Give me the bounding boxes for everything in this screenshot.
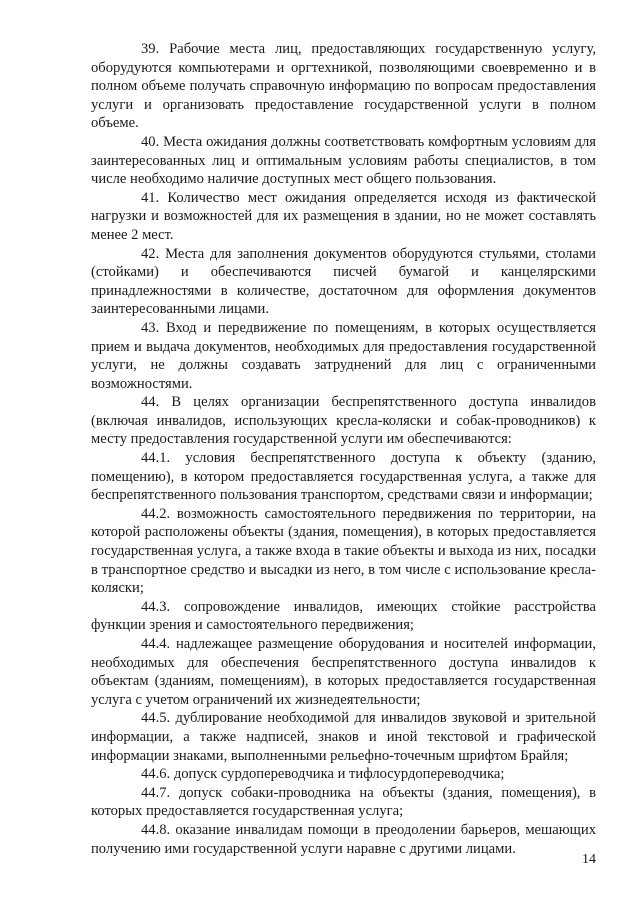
page-number: 14 bbox=[582, 852, 596, 867]
paragraph-39: 39. Рабочие места лиц, предоставляющих государственную услугу, оборудуются компьютерами и оргтехникой, позволяющими своевременно и в полном объеме получать справочную информацию по вопросам предоставления услуги и организовать предоставление государственной услуги в полном объеме. bbox=[91, 41, 596, 132]
paragraph-42: 42. Места для заполнения документов оборудуются стульями, столами (стойками) и обеспечиваются писчей бумагой и канцелярскими принадлежностями в количестве, достаточном для оформления документов заинтересованными лицами. bbox=[91, 245, 596, 318]
paragraph-43: 43. Вход и передвижение по помещениям, в которых осуществляется прием и выдача документов, необходимых для предоставления государственной услуги, не должны создавать затруднений для лиц с ограниченными возможностями. bbox=[91, 319, 596, 392]
paragraph-40: 40. Места ожидания должны соответствовать комфортным условиям для заинтересованных лиц и оптимальным условиям работы специалистов, в том числе необходимо наличие доступных мест общего пользования. bbox=[91, 133, 596, 188]
document-body bbox=[91, 40, 596, 858]
paragraph-44-5: 44.5. дублирование необходимой для инвалидов звуковой и зрительной информации, а также надписей, знаков и иной текстовой и графической информации знаками, выполненными рельефно-точечным шрифтом Брайля; bbox=[91, 710, 596, 764]
paragraph-44-1: 44.1. условия беспрепятственного доступа к объекту (зданию, помещению), в котором предоставляется государственная услуга, а также для беспрепятственного пользования транспортом, средствами связи и информации; bbox=[91, 450, 596, 504]
paragraph-44-8: 44.8. оказание инвалидам помощи в преодолении барьеров, мешающих получению ими государственной услуги наравне с другими лицами. bbox=[91, 821, 596, 857]
paragraph-44-7: 44.7. допуск собаки-проводника на объекты (здания, помещения), в которых предоставляется государственная услуга; bbox=[91, 784, 596, 820]
paragraph-44-2: 44.2. возможность самостоятельного передвижения по территории, на которой расположены объекты (здания, помещения), в которых предоставляется государственная услуга, а также входа в такие объекты и выхода из них, посадки в транспортное средство и высадки из него, в том числе с использование кресла-коляски; bbox=[91, 505, 596, 597]
paragraph-41: 41. Количество мест ожидания определяется исходя из фактической нагрузки и возможностей для их размещения в здании, но не может составлять менее 2 мест. bbox=[91, 189, 596, 243]
paragraph-44-6: 44.6. допуск сурдопереводчика и тифлосурдопереводчика; bbox=[141, 766, 505, 783]
paragraph-44-4: 44.4. надлежащее размещение оборудования и носителей информации, необходимых для обеспечения беспрепятственного доступа инвалидов к объектам (зданиям, помещениям), в которых предоставляется государственная услуга с учетом ограничений их жизнедеятельности; bbox=[91, 636, 596, 708]
paragraph-44: 44. В целях организации беспрепятственного доступа инвалидов (включая инвалидов, использующих кресла-коляски и собак-проводников) к месту предоставления государственной услуги им обеспечиваются: bbox=[91, 394, 596, 448]
paragraph-44-3: 44.3. сопровождение инвалидов, имеющих стойкие расстройства функции зрения и самостоятельного передвижения; bbox=[91, 598, 596, 634]
